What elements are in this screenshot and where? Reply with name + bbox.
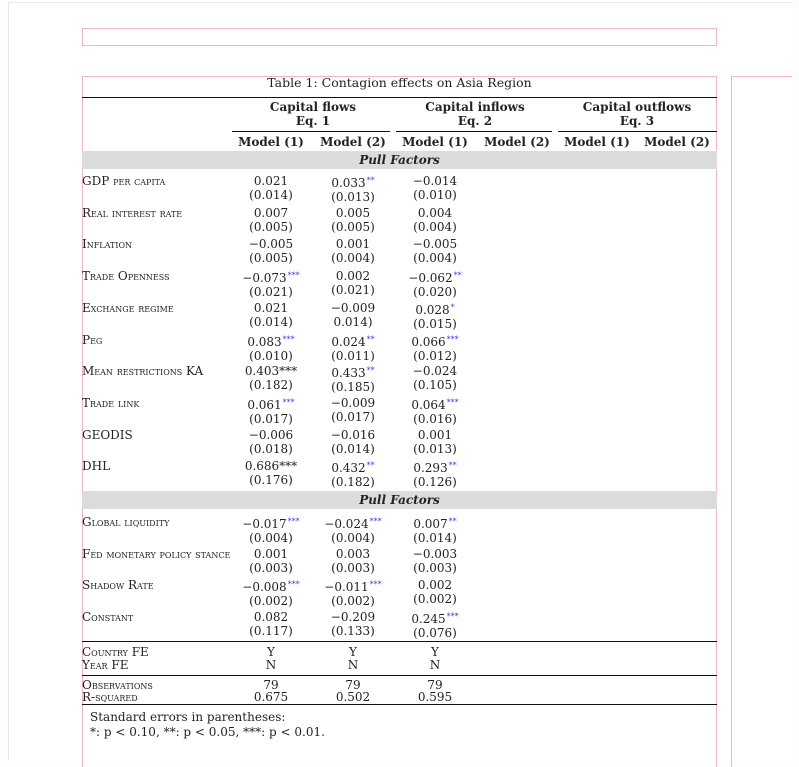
- significance-stars: ***: [369, 517, 382, 526]
- standard-error: (0.005): [249, 220, 293, 234]
- row-label: Exchange regime: [82, 301, 174, 315]
- standard-error: (0.011): [331, 349, 375, 363]
- value-cell: N: [265, 658, 277, 672]
- cmidrule-3: [558, 131, 717, 132]
- standard-error: (0.004): [413, 251, 457, 265]
- group-eq: Eq. 2: [457, 114, 493, 128]
- model-header: Model (2): [644, 135, 710, 149]
- coefficient: −0.005: [412, 237, 458, 251]
- significance-stars: **: [448, 517, 457, 526]
- coef-cell: [312, 396, 394, 424]
- coefficient: 0.002: [335, 269, 371, 283]
- standard-error: (0.014): [249, 315, 293, 329]
- standard-error: (0.004): [331, 251, 375, 265]
- coefficient: −0.073: [242, 271, 287, 285]
- coefficient: 0.403***: [244, 364, 298, 378]
- row-label: Trade Openness: [82, 269, 170, 283]
- coef-cell: [394, 459, 476, 489]
- note-standard-errors: Standard errors in parentheses:: [90, 710, 286, 724]
- row-label: GDP per capita: [82, 174, 166, 188]
- significance-stars: *: [450, 303, 455, 312]
- row-label: Mean restrictions KA: [82, 364, 204, 378]
- model-header: Model (1): [238, 135, 304, 149]
- standard-error: (0.005): [331, 220, 375, 234]
- cmidrule-2: [396, 131, 552, 132]
- standard-error: (0.117): [249, 624, 293, 638]
- coefficient: 0.001: [253, 547, 289, 561]
- standard-error: (0.182): [331, 475, 375, 489]
- coef-cell: [230, 396, 312, 426]
- standard-error: (0.002): [331, 594, 375, 608]
- coefficient: 0.001: [335, 237, 371, 251]
- coef-cell: [230, 578, 312, 608]
- coef-cell: [312, 237, 394, 265]
- coef-cell: [312, 364, 394, 394]
- standard-error: (0.004): [249, 531, 293, 545]
- value-cell: Y: [349, 645, 357, 659]
- standard-error: (0.018): [249, 442, 293, 456]
- coefficient: −0.005: [248, 237, 294, 251]
- coefficient: 0.061: [247, 398, 282, 412]
- value-cell: 0.502: [335, 690, 371, 704]
- row-label: Peg: [82, 333, 103, 347]
- significance-stars: **: [366, 176, 375, 185]
- row-label: Global liquidity: [82, 515, 170, 529]
- top-rule: [82, 97, 717, 98]
- section-band-pull-factors: Pull Factors: [82, 151, 717, 169]
- standard-error: (0.010): [249, 349, 293, 363]
- coef-cell: [312, 174, 394, 204]
- coef-cell: [394, 547, 476, 575]
- coefficient: 0.082: [253, 610, 289, 624]
- standard-error: (0.003): [413, 561, 457, 575]
- coef-cell: [312, 206, 394, 234]
- coef-cell: [394, 428, 476, 456]
- value-cell: 0.675: [253, 690, 289, 704]
- standard-error: (0.014): [331, 442, 375, 456]
- header-frame: [82, 28, 717, 46]
- note-significance: *: p < 0.10, **: p < 0.05, ***: p < 0.01.: [90, 725, 325, 739]
- significance-stars: **: [366, 335, 375, 344]
- row-label: DHL: [82, 459, 111, 473]
- standard-error: (0.020): [413, 285, 457, 299]
- coefficient: 0.033: [331, 176, 366, 190]
- coefficient: 0.293: [413, 461, 448, 475]
- coefficient: 0.004: [417, 206, 453, 220]
- row-label: Trade link: [82, 396, 140, 410]
- coefficient: −0.008: [242, 580, 287, 594]
- fe-rule: [82, 641, 717, 642]
- coef-cell: [394, 301, 476, 331]
- coef-cell: [230, 428, 312, 456]
- coef-cell: [312, 459, 394, 489]
- group-eq: Eq. 1: [295, 114, 331, 128]
- value-cell: N: [347, 658, 359, 672]
- coefficient: 0.005: [335, 206, 371, 220]
- coefficient: −0.017: [242, 517, 287, 531]
- coefficient: 0.245: [411, 612, 446, 626]
- coef-cell: [394, 396, 476, 426]
- coef-cell: [230, 206, 312, 234]
- coefficient: −0.024: [412, 364, 458, 378]
- coefficient: 0.083: [247, 335, 282, 349]
- standard-error: (0.004): [413, 220, 457, 234]
- standard-error: (0.014): [413, 531, 457, 545]
- coef-cell: [312, 301, 394, 329]
- coef-cell: [312, 547, 394, 575]
- standard-error: (0.013): [331, 190, 375, 204]
- standard-error: (0.010): [413, 188, 457, 202]
- cmidrule-1: [232, 131, 390, 132]
- model-header: Model (2): [320, 135, 386, 149]
- coef-cell: [312, 269, 394, 297]
- coefficient: 0.064: [411, 398, 446, 412]
- coef-cell: [230, 333, 312, 363]
- significance-stars: **: [453, 271, 462, 280]
- coef-cell: [394, 237, 476, 265]
- coefficient: −0.011: [324, 580, 369, 594]
- row-label: Observations: [82, 678, 153, 692]
- standard-error: (0.013): [413, 442, 457, 456]
- standard-error: (0.012): [413, 349, 457, 363]
- section-band-pull-factors-2: Pull Factors: [82, 491, 717, 509]
- coef-cell: [312, 333, 394, 363]
- coef-cell: [394, 174, 476, 202]
- standard-error: (0.021): [331, 283, 375, 297]
- coef-cell: [230, 364, 312, 392]
- coefficient: 0.686***: [244, 459, 298, 473]
- model-header: Model (1): [402, 135, 468, 149]
- coefficient: 0.007: [413, 517, 448, 531]
- standard-error: (0.014): [249, 188, 293, 202]
- coefficient: 0.001: [417, 428, 453, 442]
- standard-error: (0.185): [331, 380, 375, 394]
- row-label: Year FE: [82, 658, 129, 672]
- standard-error: (0.105): [413, 378, 457, 392]
- coefficient: 0.021: [253, 301, 289, 315]
- value-cell: 79: [345, 678, 361, 692]
- group-header-capital-flows: [232, 100, 394, 128]
- group-eq: Eq. 3: [619, 114, 655, 128]
- row-label: Fed monetary policy stance: [82, 547, 231, 561]
- value-cell: Y: [267, 645, 275, 659]
- coefficient: −0.024: [324, 517, 369, 531]
- model-header: Model (1): [564, 135, 630, 149]
- standard-error: (0.005): [249, 251, 293, 265]
- coef-cell: [394, 364, 476, 392]
- significance-stars: ***: [282, 335, 295, 344]
- standard-error: (0.003): [249, 561, 293, 575]
- standard-error: (0.017): [331, 410, 375, 424]
- significance-stars: ***: [287, 271, 300, 280]
- coef-cell: [394, 515, 476, 545]
- coefficient: −0.009: [330, 301, 376, 315]
- standard-error: (0.003): [331, 561, 375, 575]
- significance-stars: ***: [282, 398, 295, 407]
- significance-stars: **: [366, 461, 375, 470]
- standard-error: (0.015): [413, 317, 457, 331]
- group-header-capital-inflows: [394, 100, 556, 128]
- coefficient: 0.024: [331, 335, 366, 349]
- standard-error: 0.014): [333, 315, 373, 329]
- coefficient: 0.028: [415, 303, 450, 317]
- stats-rule: [82, 675, 717, 676]
- group-title: Capital inflows: [425, 100, 525, 114]
- significance-stars: ***: [446, 398, 459, 407]
- significance-stars: ***: [369, 580, 382, 589]
- standard-error: (0.182): [249, 378, 293, 392]
- coef-cell: [230, 269, 312, 299]
- coefficient: 0.066: [411, 335, 446, 349]
- significance-stars: ***: [446, 612, 459, 621]
- coefficient: −0.062: [408, 271, 453, 285]
- coefficient: 0.432: [331, 461, 366, 475]
- value-cell: 79: [427, 678, 443, 692]
- value-cell: 0.595: [417, 690, 453, 704]
- coef-cell: [394, 206, 476, 234]
- row-label: Inflation: [82, 237, 132, 251]
- standard-error: (0.076): [413, 626, 457, 640]
- table-caption: Table 1: Contagion effects on Asia Region: [267, 75, 532, 90]
- coef-cell: [230, 237, 312, 265]
- coefficient: 0.433: [331, 366, 366, 380]
- standard-error: (0.016): [413, 412, 457, 426]
- coefficient: −0.014: [412, 174, 458, 188]
- coefficient: −0.009: [330, 396, 376, 410]
- standard-error: (0.126): [413, 475, 457, 489]
- standard-error: (0.021): [249, 285, 293, 299]
- coef-cell: [230, 547, 312, 575]
- significance-stars: **: [366, 366, 375, 375]
- coef-cell: [312, 610, 394, 638]
- significance-stars: ***: [446, 335, 459, 344]
- coef-cell: [394, 269, 476, 299]
- row-label: Shadow Rate: [82, 578, 154, 592]
- coef-cell: [230, 459, 312, 487]
- group-title: Capital outflows: [582, 100, 692, 114]
- coef-cell: [312, 428, 394, 456]
- coef-cell: [394, 578, 476, 606]
- group-title: Capital flows: [269, 100, 357, 114]
- standard-error: (0.176): [249, 473, 293, 487]
- significance-stars: ***: [287, 580, 300, 589]
- value-cell: N: [429, 658, 441, 672]
- row-label: GEODIS: [82, 428, 133, 442]
- row-label: Real interest rate: [82, 206, 183, 220]
- coefficient: 0.002: [417, 578, 453, 592]
- row-label: Country FE: [82, 645, 149, 659]
- margin-frame: [731, 76, 792, 767]
- coefficient: −0.003: [412, 547, 458, 561]
- coef-cell: [230, 610, 312, 638]
- coef-cell: [394, 333, 476, 363]
- significance-stars: **: [448, 461, 457, 470]
- coefficient: −0.006: [248, 428, 294, 442]
- standard-error: (0.002): [413, 592, 457, 606]
- bottom-rule: [82, 704, 717, 705]
- coefficient: 0.021: [253, 174, 289, 188]
- value-cell: Y: [431, 645, 439, 659]
- coefficient: −0.209: [330, 610, 376, 624]
- row-label: Constant: [82, 610, 134, 624]
- coefficient: 0.007: [253, 206, 289, 220]
- model-header: Model (2): [484, 135, 550, 149]
- standard-error: (0.133): [331, 624, 375, 638]
- coef-cell: [312, 515, 394, 545]
- coefficient: −0.016: [330, 428, 376, 442]
- coef-cell: [230, 174, 312, 202]
- value-cell: 79: [263, 678, 279, 692]
- coef-cell: [312, 578, 394, 608]
- coef-cell: [394, 610, 476, 640]
- coef-cell: [230, 515, 312, 545]
- significance-stars: ***: [287, 517, 300, 526]
- coefficient: 0.003: [335, 547, 371, 561]
- standard-error: (0.002): [249, 594, 293, 608]
- row-label: R-squared: [82, 690, 138, 704]
- coef-cell: [230, 301, 312, 329]
- standard-error: (0.004): [331, 531, 375, 545]
- group-header-capital-outflows: [556, 100, 718, 128]
- standard-error: (0.017): [249, 412, 293, 426]
